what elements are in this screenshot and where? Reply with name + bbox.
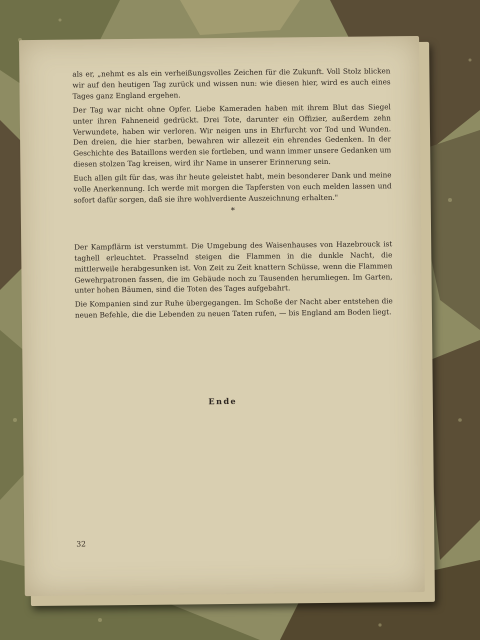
paragraph-thanks: Euch allen gilt für das, was ihr heute geleistet habt, mein besonderer Dank und meine volle Anerkennung. Ich werde mit morgen die Tapfersten von euch melden lassen und sofort dafür sorgen, daß sie ihre wohlverdiente Auszeichnung erhalten.": [73, 170, 392, 205]
page-text: [72, 66, 393, 324]
end-label: Ende: [208, 395, 238, 407]
book-page: [19, 36, 425, 596]
paragraph-companies-rest: Die Kompanien sind zur Ruhe übergegangen. Im Schoße der Nacht aber entstehen die neuen Befehle, die die Lebenden zu neuen Taten rufen, — bis England am Boden liegt.: [74, 296, 393, 320]
paragraph-speech-end: als er, „nehmt es als ein verheißungsvolles Zeichen für die Zukunft. Voll Stolz blicken wir auf den heutigen Tag zurück und wissen nun: wie diesen hier, wird es auch eines Tages ganz England ergehen.: [72, 66, 391, 101]
section-ornament: *: [230, 205, 235, 215]
paragraph-sacrifice: Der Tag war nicht ohne Opfer. Liebe Kameraden haben mit ihrem Blut das Siegel unter ihren Fahneneid gedrückt. Drei Tote, darunter ein Offizier, außerdem zehn Verwundete, haben wir verloren. Wir neigen uns in Ehrfurcht vor Tod und Wunden. Den dreien, die hier starben, bewahren wir allezeit ein ehrendes Gedenken. In der Geschichte des Bataillons werden sie fortleben, und wann immer unsere Gedanken um diesen stolzen Tag kreisen, wird ihr Name in unserer Erinnerung sein.: [72, 102, 392, 169]
page-number: 32: [76, 539, 86, 549]
booklet: [19, 36, 437, 608]
paragraph-battle-noise: Der Kampflärm ist verstummt. Die Umgebung des Waisenhauses von Hazebrouck ist taghell erleuchtet. Prasselnd steigen die Flammen in die dunkle Nacht, die mittlerweile herabgesunken ist. Von Zeit zu Zeit knattern Schüsse, wenn die Flammen Gewehrpatronen fassen, die im Gebäude noch zu Tausenden herumliegen. Im Garten, unter hohen Bäumen, sind die Toten des Tages aufgebahrt.: [74, 239, 393, 296]
